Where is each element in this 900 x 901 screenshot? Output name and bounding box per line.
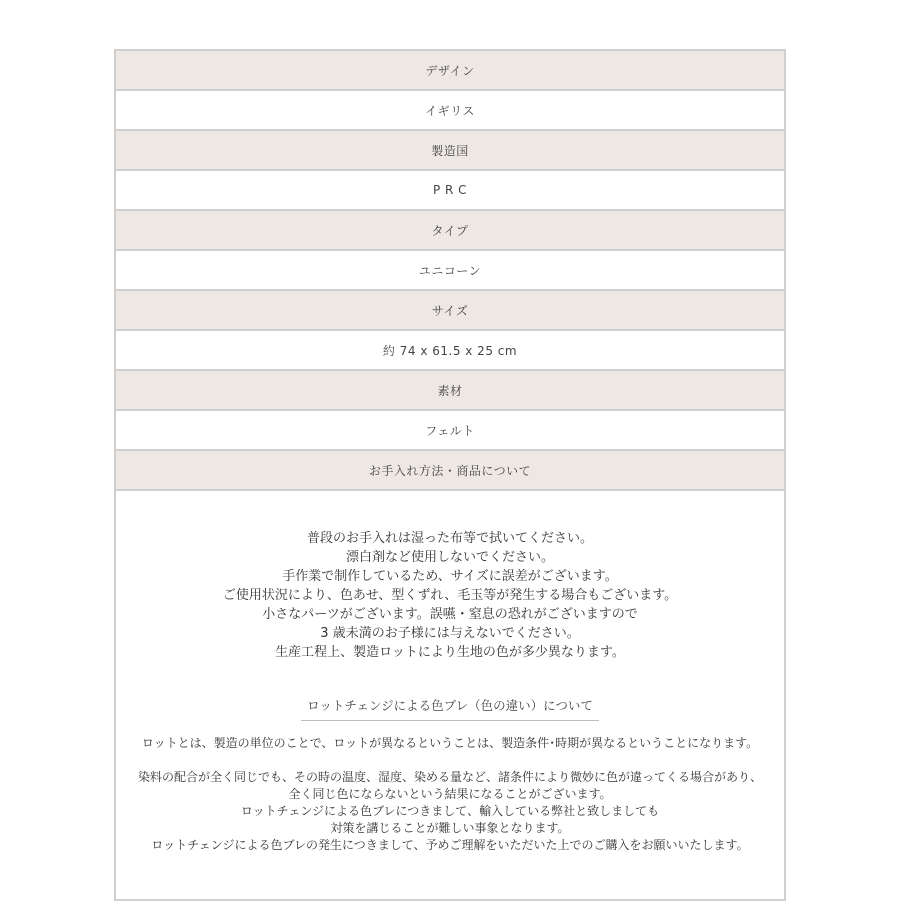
spec-header-material: 素材 bbox=[116, 371, 784, 411]
spec-value-size: 約 74 x 61.5 x 25 cm bbox=[116, 331, 784, 371]
spec-header-size: サイズ bbox=[116, 291, 784, 331]
care-note-line: ご使用状況により、色あせ、型くずれ、毛玉等が発生する場合もございます。 bbox=[222, 588, 678, 603]
care-note-line: 普段のお手入れは湿った布等で拭いてください。 bbox=[306, 531, 593, 546]
spec-value-country: P R C bbox=[116, 171, 784, 211]
lot-body-line: 対策を講じることが難しい事象となります。 bbox=[330, 821, 570, 835]
care-notes bbox=[116, 529, 784, 662]
care-note-line: 小さなパーツがございます。誤嚥・窒息の恐れがございますので bbox=[262, 607, 638, 622]
spec-header-type: タイプ bbox=[116, 211, 784, 251]
care-note-line: 生産工程上、製造ロットにより生地の色が多少異なります。 bbox=[275, 645, 625, 660]
spec-value-material: フェルト bbox=[116, 411, 784, 451]
care-note-line: 3 歳未満のお子様には与えないでください。 bbox=[320, 626, 580, 641]
lot-change-title: ロットチェンジによる色ブレ（色の違い）について bbox=[301, 696, 599, 721]
lot-body-line: ロットチェンジによる色ブレの発生につきまして、予めご理解をいただいた上でのご購入をお願いいたします。 bbox=[151, 838, 749, 852]
spec-header-country: 製造国 bbox=[116, 131, 784, 171]
product-spec-table bbox=[114, 49, 786, 901]
lot-body-line: 染料の配合が全く同じでも、その時の温度、湿度、染める量など、諸条件により微妙に色が違ってくる場合があり、 bbox=[137, 770, 762, 784]
spec-value-type: ユニコーン bbox=[116, 251, 784, 291]
care-info-block bbox=[116, 491, 784, 854]
lot-change-intro: ロットとは、製造の単位のことで、ロットが異なるということは、製造条件･時期が異なるということになります。 bbox=[141, 736, 759, 750]
lot-body-line: ロットチェンジによる色ブレにつきまして、輸入している弊社と致しましても bbox=[240, 804, 660, 818]
spec-value-design: イギリス bbox=[116, 91, 784, 131]
lot-change-body bbox=[116, 769, 784, 854]
spec-header-care: お手入れ方法・商品について bbox=[116, 451, 784, 491]
spec-header-design: デザイン bbox=[116, 51, 784, 91]
lot-body-line: 全く同じ色にならないという結果になることがございます。 bbox=[288, 787, 612, 801]
care-note-line: 手作業で制作しているため、サイズに誤差がございます。 bbox=[282, 569, 618, 584]
care-note-line: 漂白剤など使用しないでください。 bbox=[345, 550, 554, 565]
